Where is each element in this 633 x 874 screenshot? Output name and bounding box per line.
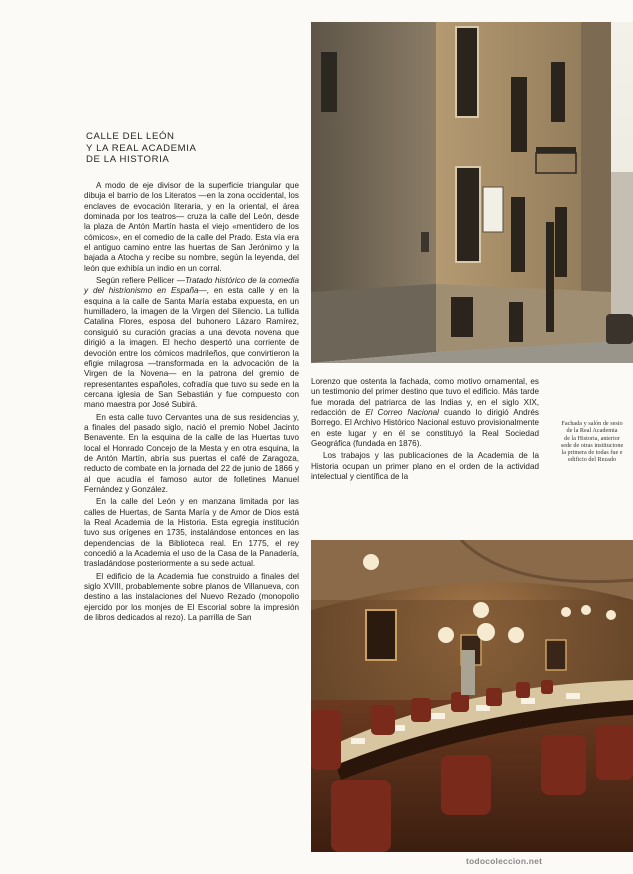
paragraph: En la calle del León y en manzana limitada por las calles de Huertas, de Santa María y de Amor de Dios está la Real Academia de la Historia. Esta egregia institución tuvo sus orígenes en 1735, instalándose entonces en las dependencias de la Biblioteca real. En 1775, el rey concedió a la Academia el uso de la Casa de la Panadería, trasladándose posteriormente a su sede actual. [84, 497, 299, 569]
heading-line: DE LA HISTORIA [86, 154, 170, 166]
paragraph [311, 377, 539, 449]
facade-photo [311, 22, 633, 363]
paragraph: El edificio de la Academia fue construido a finales del siglo XVIII, probablemente sobre planos de Villanueva, con destino a las instalaciones del Nuevo Rezado (monopolio ejercido por los monjes de El Escorial sobre la impresión de libros dedicados al rezo). La parrilla de San [84, 571, 299, 623]
paragraph-text: cuando lo dirigió Andrés Borrego. El Archivo Histórico Nacional estuvo provisionalmente en este lugar y en él se constituyó la Real Sociedad Geográfica (fundada en 1876). [311, 408, 539, 449]
caption-line: de la Real Academia [566, 427, 618, 435]
section-heading [86, 131, 296, 166]
paragraph: Los trabajos y las publicaciones de la Academia de la Historia ocupan un primer plano en el orden de la actividad intelectual y científica de la [311, 451, 539, 482]
watermark: todocoleccion.net [466, 856, 543, 866]
paragraph: A modo de eje divisor de la superficie triangular que dibuja el barrio de los Literatos —en la zona occidental, los enclaves de evocación literaria, y en la oriental, el área dominada por los teatros— cruza la calle del León, desde la plaza de Antón Martín hasta el viejo «mentidero de los cómicos», en el comedio de la calle del Prado. Esta vía era el antiguo camino entre las huertas de San Jerónimo y la bajada a Atocha y recibe su nombre, según la leyenda, del león que exhibía un indio en un corral. [84, 181, 299, 273]
paragraph [84, 276, 299, 410]
newspaper-title: El Correo Nacional [365, 408, 439, 418]
caption-line: de la Historia, anterior [564, 434, 620, 442]
heading-line: CALLE DEL LEÓN [86, 131, 175, 142]
paragraph: En esta calle tuvo Cervantes una de sus residencias y, a finales del pasado siglo, nació el premio Nobel Jacinto Benavente. En la esquina de la calle de las Huertas tuvo local el Honrado Concejo de la Mesta y en otra esquina, la de Antón Martín, abría sus puertas el café de Zaragoza, reducto de combate en la jornada del 22 de junio de 1866 y al que acudía el famoso autor de folletines Manuel Fernández y González. [84, 412, 299, 494]
paragraph-text: Lorenzo que ostenta la fachada, como motivo ornamental, es un testimonio del primer destino que tuvo el edificio. Más tarde fue morada del patriarca de las Indias y, en el siglo XIX, redacción de [311, 377, 539, 418]
book-title: Tratado histórico de la comedia y del histrionismo en España [84, 276, 299, 296]
right-text-column [311, 377, 539, 482]
photo-caption [551, 420, 633, 464]
paragraph-text: —, en esta calle y en la esquina a la calle de Santa María estaba expuesta, en un humilladero, la imagen de la Virgen del Silencio. La tullida Catalina Flores, esposa del buhonero Lázaro Ramírez, consiguió su curación gracias a una devota novena que dirigió a la imagen. El hecho despertó una corriente de devoción entre los cómicos madrileños, que convirtieron la efigie milagrosa —transformada en la advocación de la Virgen de la Novena— en la patrona del gremio de representantes españoles, cofradía que tuvo su sede en la cercana iglesia de San Sebastián y fue compuesto con mano maestra por José Subirá. [84, 286, 299, 410]
caption-line: Fachada y salón de sesio [561, 420, 623, 427]
session-hall-photo [311, 540, 633, 852]
heading-line: Y LA REAL ACADEMIA [86, 142, 197, 154]
caption-line: sede de otras institucione [560, 441, 624, 449]
caption-line: la primera de todas fue e [561, 449, 623, 457]
caption-line: edificio del Rezado [567, 456, 617, 464]
paragraph-text: Según refiere Pellicer — [96, 276, 185, 286]
left-text-column [84, 181, 299, 623]
